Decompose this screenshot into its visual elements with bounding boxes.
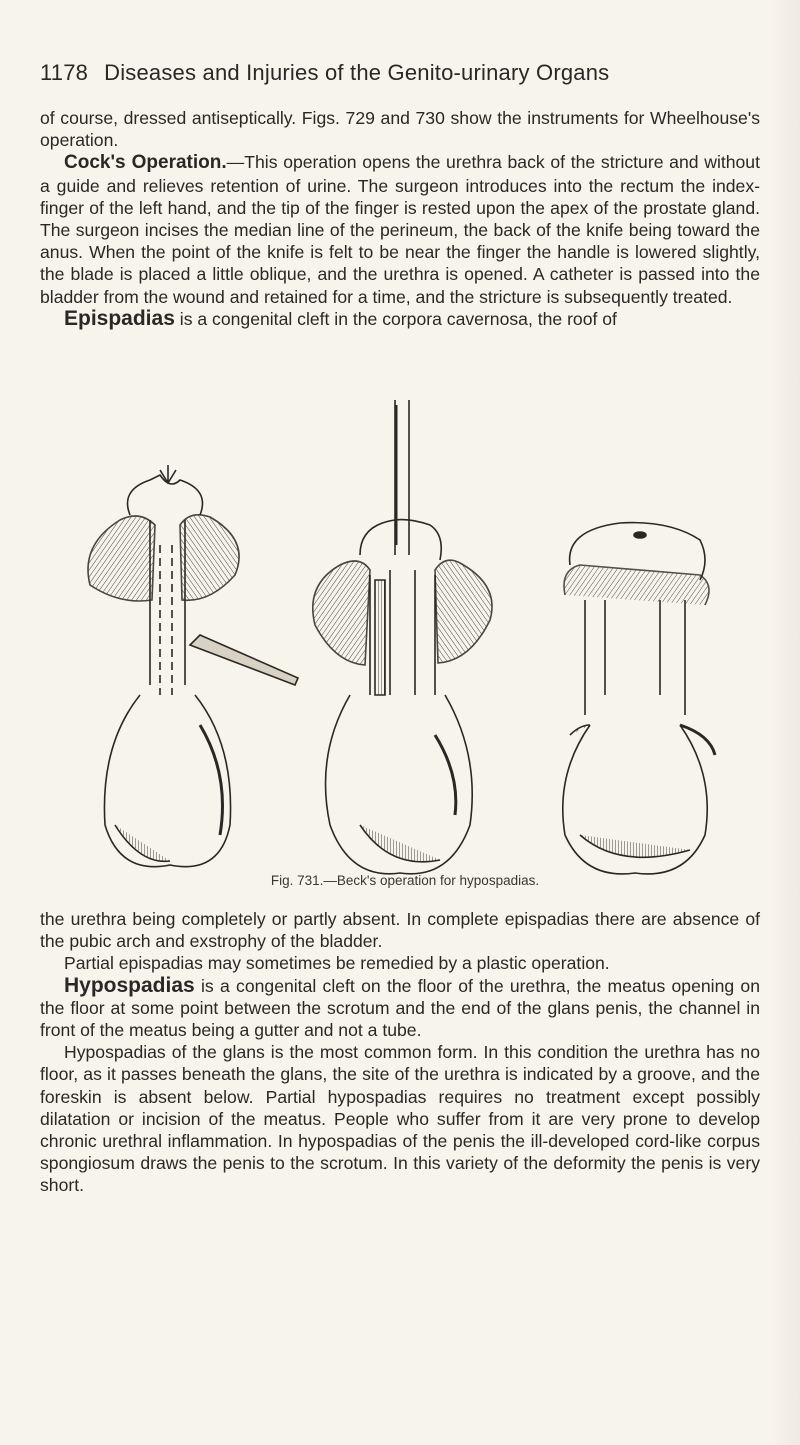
- paragraph-text: —This operation opens the urethra back of the stricture and without a guide and relieves retention of urine. The surgeon introduces into the rectum the index-finger of the left hand, and the tip of the finger is rested upon the apex of the prostate gland. The surgeon incises the median line of the perineum, the back of the knife being toward the anus. When the point of the knife is felt to be near the finger the handle is lowered slightly, the blade is placed a little oblique, and the urethra is opened. A catheter is passed into the bladder from the wound and retained for a time, and the stricture is subsequently treated.: [40, 152, 760, 307]
- paragraph-hypospadias: [40, 975, 760, 1042]
- paragraph: of course, dressed antiseptically. Figs. 729 and 730 show the instruments for Wheelhouse's operation.: [40, 108, 760, 151]
- paragraph-cocks-operation: [40, 151, 760, 307]
- paragraph-epispadias: [40, 308, 760, 330]
- section-heading-epispadias: Epispadias: [64, 306, 175, 330]
- running-header: [40, 60, 760, 86]
- page-number: 1178: [40, 60, 89, 85]
- anatomical-illustration: [60, 395, 750, 885]
- paragraph-text: is a congenital cleft in the corpora cavernosa, the roof of: [174, 308, 617, 329]
- page-edge-shadow: [770, 0, 800, 1445]
- illustration-middle: [313, 400, 492, 874]
- paragraph: Hypospadias of the glans is the most common form. In this condition the urethra has no floor, as it passes beneath the glans, the site of the urethra is indicated by a groove, and the foreskin is absent below. Partial hypospadias requires no treatment except possibly dilatation or incision of the meatus. People who suffer from it are very prone to develop chronic urethral inflammation. In hypospadias of the penis the ill-developed cord-like corpus spongiosum draws the penis to the scrotum. In this variety of the deformity the penis is very short.: [40, 1042, 760, 1196]
- text-block-bottom: [40, 908, 760, 1197]
- illustration-left: [88, 465, 298, 867]
- paragraph: the urethra being completely or partly absent. In complete epispadias there are absence of the pubic arch and exstrophy of the bladder.: [40, 909, 760, 952]
- section-heading-hypospadias: Hypospadias: [64, 973, 195, 997]
- figure-731: [60, 395, 750, 915]
- running-title: Diseases and Injuries of the Genito-urinary Organs: [104, 60, 610, 85]
- paragraph: Partial epispadias may sometimes be remedied by a plastic operation.: [64, 953, 610, 974]
- illustration-right: [563, 523, 715, 874]
- paragraph-text: is a congenital cleft on the floor of the urethra, the meatus opening on the floor at some point between the scrotum and the end of the glans penis, the channel in front of the meatus being a gutter and not a tube.: [40, 975, 760, 1041]
- figure-caption: Fig. 731.—Beck's operation for hypospadias.: [270, 873, 540, 888]
- section-heading-cocks-operation: Cock's Operation.: [64, 152, 227, 174]
- text-block-top: [40, 107, 760, 330]
